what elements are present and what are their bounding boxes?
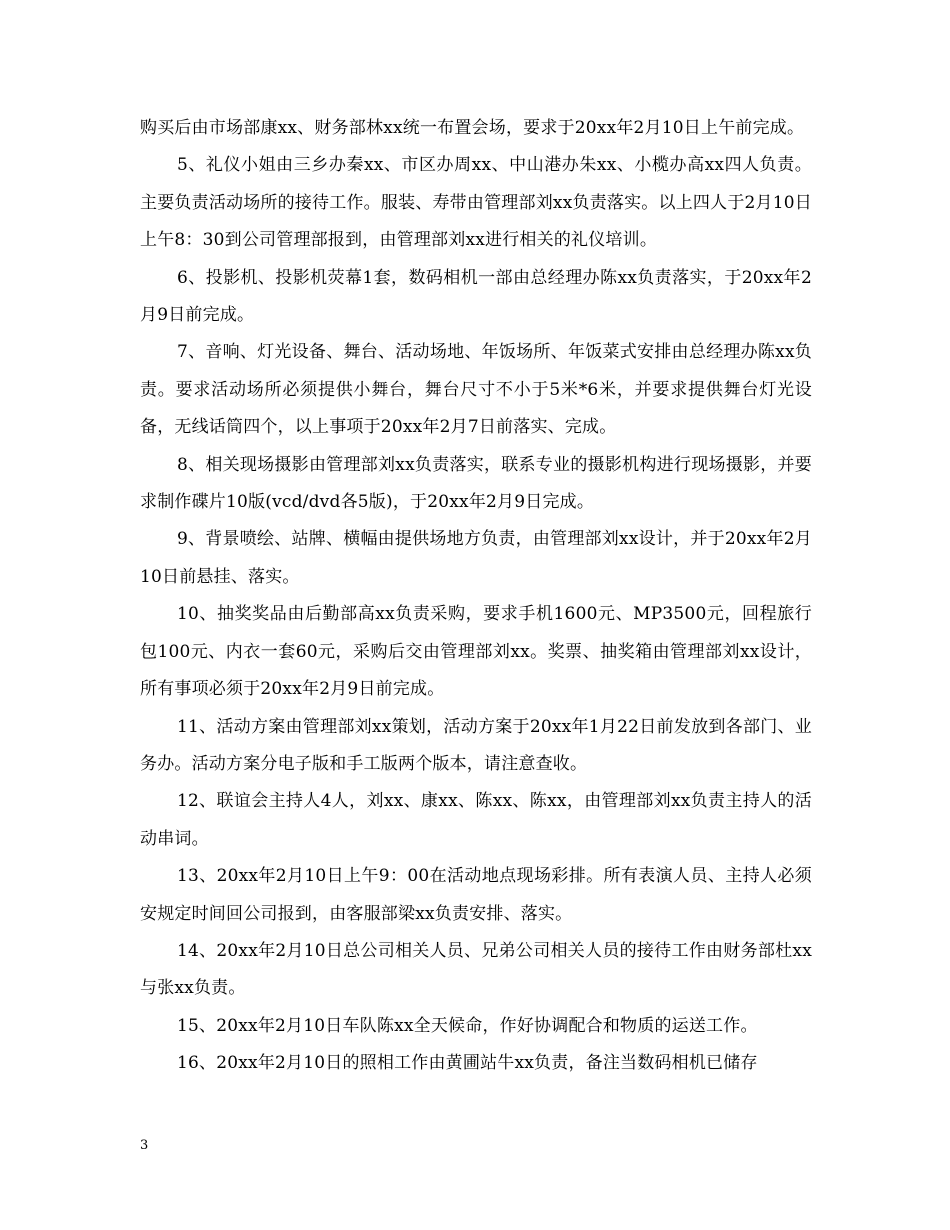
paragraph-item-10: 10、抽奖奖品由后勤部高xx负责采购，要求手机1600元、MP3500元，回程旅行包100元、内衣一套60元，采购后交由管理部刘xx。奖票、抽奖箱由管理部刘xx设计，所有事项必须于20xx年2月9日前完成。 bbox=[140, 604, 812, 700]
paragraph-continuation: 购买后由市场部康xx、财务部林xx统一布置会场，要求于20xx年2月10日上午前完成。 bbox=[140, 118, 805, 138]
paragraph-item-5: 5、礼仪小姐由三乡办秦xx、市区办周xx、中山港办朱xx、小榄办高xx四人负责。主要负责活动场所的接待工作。服装、寿带由管理部刘xx负责落实。以上四人于2月10日上午8：30到公司管理部报到，由管理部刘xx进行相关的礼仪培训。 bbox=[140, 155, 812, 251]
paragraph-item-13: 13、20xx年2月10日上午9：00在活动地点现场彩排。所有表演人员、主持人必须安规定时间回公司报到，由客服部梁xx负责安排、落实。 bbox=[140, 866, 812, 924]
paragraph-item-16: 16、20xx年2月10日的照相工作由黄圃站牛xx负责，备注当数码相机已储存 bbox=[177, 1053, 758, 1074]
paragraph-item-7: 7、音响、灯光设备、舞台、活动场地、年饭场所、年饭菜式安排由总经理办陈xx负责。要求活动场所必须提供小舞台，舞台尺寸不小于5米*6米，并要求提供舞台灯光设备，无线话筒四个，以上事项于20xx年2月7日前落实、完成。 bbox=[140, 342, 812, 438]
page-number: 3 bbox=[140, 1138, 149, 1153]
paragraph-item-11: 11、活动方案由管理部刘xx策划，活动方案于20xx年1月22日前发放到各部门、业务办。活动方案分电子版和手工版两个版本，请注意查收。 bbox=[140, 716, 812, 774]
paragraph-item-6: 6、投影机、投影机荧幕1套，数码相机一部由总经理办陈xx负责落实，于20xx年2月9日前完成。 bbox=[140, 267, 812, 326]
paragraph-item-14: 14、20xx年2月10日总公司相关人员、兄弟公司相关人员的接待工作由财务部杜xx与张xx负责。 bbox=[140, 940, 812, 999]
paragraph-item-12: 12、联谊会主持人4人，刘xx、康xx、陈xx、陈xx，由管理部刘xx负责主持人的活动串词。 bbox=[140, 791, 812, 849]
paragraph-item-8: 8、相关现场摄影由管理部刘xx负责落实，联系专业的摄影机构进行现场摄影，并要求制作碟片10版(vcd/dvd各5版)，于20xx年2月9日完成。 bbox=[140, 454, 812, 513]
paragraph-item-9: 9、背景喷绘、站牌、横幅由提供场地方负责，由管理部刘xx设计，并于20xx年2月10日前悬挂、落实。 bbox=[140, 529, 812, 587]
document-body bbox=[140, 110, 812, 1083]
paragraph-item-15: 15、20xx年2月10日车队陈xx全天候命，作好协调配合和物质的运送工作。 bbox=[177, 1015, 758, 1036]
